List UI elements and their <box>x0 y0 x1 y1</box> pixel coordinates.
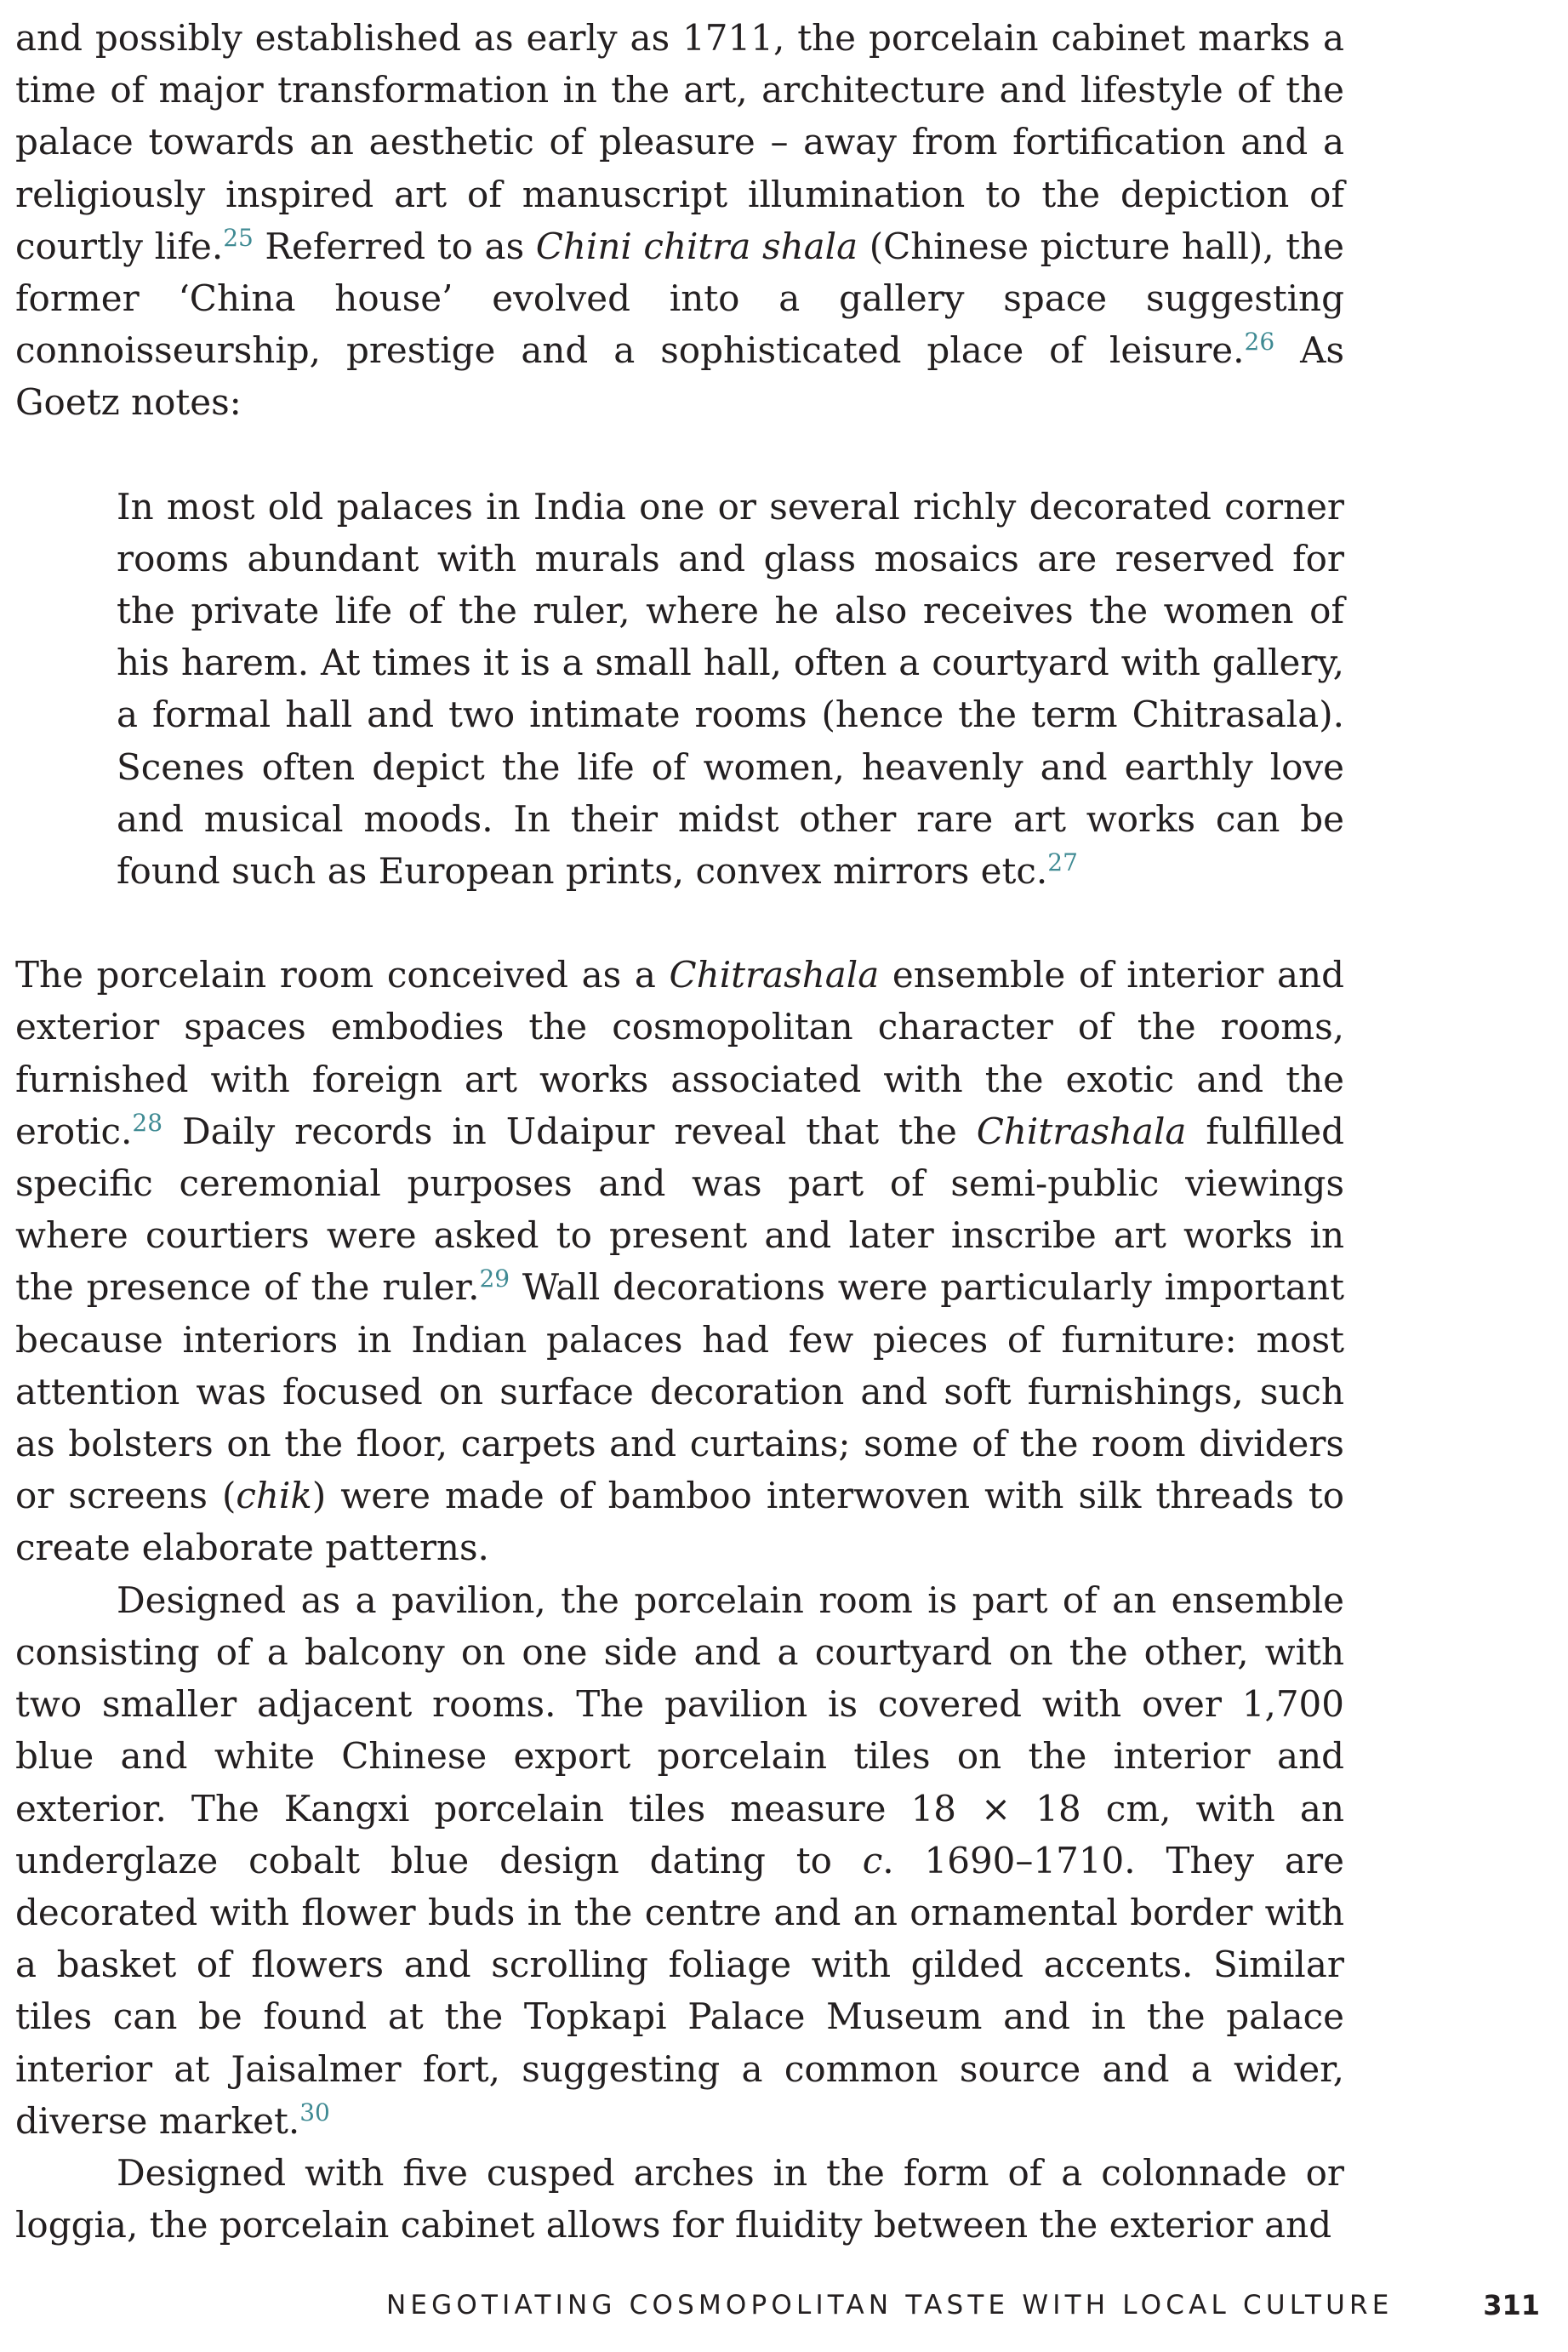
text-run: and possibly established as early as 1711, the porcelain cabinet marks a time of major transformation in the art, architecture and lifestyle of the palace towards an aesthetic of pleasure – away from fortification and a religiously inspired art of manuscript illumination to the depiction of courtly life. <box>15 17 1344 267</box>
text-run: As Goetz notes: <box>15 329 1344 424</box>
italic-term: Chitrashala <box>669 954 880 996</box>
paragraph-2 <box>15 949 1344 1573</box>
block-quote-goetz <box>117 481 1344 898</box>
footnote-ref[interactable]: 27 <box>1047 848 1078 877</box>
text-run: In most old palaces in India one or several richly decorated corner rooms abundant with murals and glass mosaics are reserved for the private life of the ruler, where he also receives the women of his harem. At times it is a small hall, often a courtyard with gallery, a formal hall and two intimate rooms (hence the term Chitrasala). Scenes often depict the life of women, heavenly and earthly love and musical moods. In their midst other rare art works can be found such as European prints, convex mirrors etc. <box>117 485 1344 893</box>
page-number: 311 <box>1483 2289 1540 2321</box>
body-text <box>15 12 1344 2251</box>
italic-term: Chitrashala <box>976 1110 1187 1152</box>
running-footer-title: NEGOTIATING COSMOPOLITAN TASTE WITH LOCAL CULTURE <box>386 2290 1394 2321</box>
footnote-ref[interactable]: 30 <box>299 2098 330 2127</box>
text-run: ensemble of interior and exterior spaces embodies the cosmopolitan character of the rooms, furnished with foreign art works associated with the exotic and the erotic. <box>15 954 1344 1152</box>
italic-term: c <box>862 1839 883 1881</box>
footnote-ref[interactable]: 29 <box>479 1264 510 1293</box>
footnote-ref[interactable]: 26 <box>1244 328 1275 357</box>
italic-term: chik <box>236 1475 312 1517</box>
text-run: Designed as a pavilion, the porcelain room is part of an ensemble consisting of a balcony on one side and a courtyard on the other, with two smaller adjacent rooms. The pavilion is covered with over 1,700 blue and white Chinese export porcelain tiles on the interior and exterior. The Kangxi porcelain tiles measure 18 × 18 cm, with an underglaze cobalt blue design dating to <box>15 1578 1344 1881</box>
paragraph-4 <box>15 2147 1344 2251</box>
footnote-ref[interactable]: 28 <box>132 1108 163 1137</box>
text-run: The porcelain room conceived as a <box>15 954 670 996</box>
italic-term: Chini chitra shala <box>535 225 858 267</box>
text-run: Wall decorations were particularly important because interiors in Indian palaces had few pieces of furniture: most attention was focused on surface decoration and soft furnishings, such as bolsters on the floor, carpets and curtains; some of the room dividers or screens ( <box>15 1266 1344 1517</box>
text-run: Referred to as <box>253 225 536 267</box>
paragraph-1 <box>15 12 1344 429</box>
text-run: Daily records in Udaipur reveal that the <box>163 1110 977 1152</box>
text-run: (Chinese picture hall), the former ‘China house’ evolved into a gallery space suggesting connoisseurship, prestige and a sophisticated place of leisure. <box>15 225 1344 372</box>
text-run: ) were made of bamboo interwoven with silk threads to create elaborate patterns. <box>15 1475 1344 1569</box>
text-run: fulfilled specific ceremonial purposes and was part of semi-public viewings where courtiers were asked to present and later inscribe art works in the presence of the ruler. <box>15 1110 1344 1309</box>
paragraph-3 <box>15 1574 1344 2147</box>
text-run: Designed with five cusped arches in the form of a colonnade or loggia, the porcelain cabinet allows for fluidity between the exterior and <box>15 2151 1344 2246</box>
footnote-ref[interactable]: 25 <box>223 223 254 252</box>
text-run: . 1690–1710. They are decorated with flower buds in the centre and an ornamental border with a basket of flowers and scrolling foliage with gilded accents. Similar tiles can be found at the Topkapi Palace Museum and in the palace interior at Jaisalmer fort, suggesting a common source and a wider, diverse market. <box>15 1839 1344 2142</box>
